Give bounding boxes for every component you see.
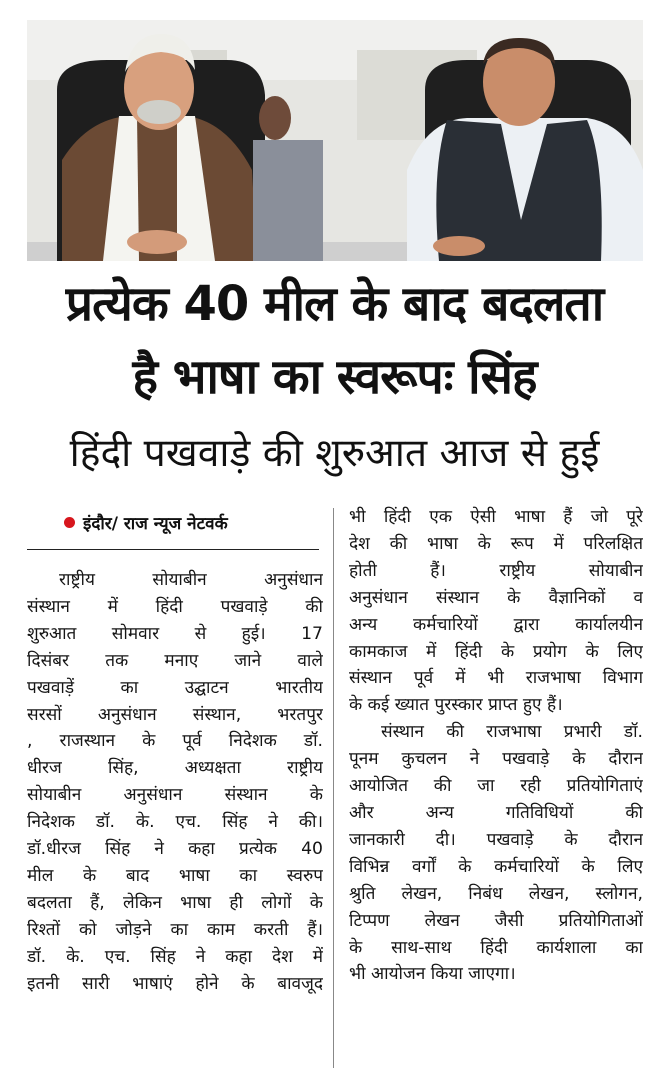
text-line: देश की भाषा के रूप में परिलक्षित xyxy=(349,533,643,554)
subheadline: हिंदी पखवाड़े की शुरुआत आज से हुई xyxy=(69,431,600,476)
text-line: पखवाड़ें का उद्घाटन भारतीय xyxy=(27,677,323,698)
text-line: रिश्तों को जोड़ने का काम करती हैं। xyxy=(27,919,323,940)
text-line: संस्थान में हिंदी पखवाड़े की xyxy=(27,596,323,617)
text-line: जानकारी दी। पखवाड़े के दौरान xyxy=(349,829,643,850)
text-line: , राजस्थान के पूर्व निदेशक डॉ. xyxy=(27,731,323,752)
text-line: होती हैं। राष्ट्रीय सोयाबीन xyxy=(349,560,643,581)
news-photo xyxy=(27,20,643,261)
text-line: और अन्य गतिविधियों की xyxy=(349,802,643,823)
news-photo-illustration xyxy=(27,20,643,261)
text-line: डॉ.धीरज सिंह ने कहा प्रत्येक 40 xyxy=(27,839,323,860)
text-line: आयोजित की जा रही प्रतियोगिताएं xyxy=(349,776,643,797)
text-line: इतनी सारी भाषाएं होने के बावजूद xyxy=(27,973,323,994)
text-line: राष्ट्रीय सोयाबीन अनुसंधान xyxy=(59,570,323,590)
text-line: के साथ-साथ हिंदी कार्यशाला का xyxy=(349,937,643,958)
text-line: के कई ख्यात पुरस्कार प्राप्त हुए हैं। xyxy=(349,695,563,716)
article-column-right xyxy=(349,504,643,988)
text-line: भी आयोजन किया जाएगा। xyxy=(349,964,516,985)
text-line: विभिन्न वर्गों के कर्मचारियों के लिए xyxy=(349,856,643,877)
text-line: शुरुआत सोमवार से हुई। 17 xyxy=(27,623,323,644)
text-line: निदेशक डॉ. के. एच. सिंह ने की। xyxy=(27,812,323,833)
text-line: श्रुति लेखन, निबंध लेखन, स्लोगन, xyxy=(349,883,643,904)
text-line: डॉ. के. एच. सिंह ने कहा देश में xyxy=(27,946,323,967)
text-line: पूनम कुचलन ने पखवाड़े के दौरान xyxy=(349,749,643,770)
text-line: कामकाज में हिंदी के प्रयोग के लिए xyxy=(349,641,643,662)
text-line: सोयाबीन अनुसंधान संस्थान के xyxy=(27,785,323,806)
dateline-rule xyxy=(27,549,319,550)
text-line: सरसों अनुसंधान संस्थान, भरतपुर xyxy=(27,704,323,725)
text-line: संस्थान पूर्व में भी राजभाषा विभाग xyxy=(349,668,643,689)
text-line: दिसंबर तक मनाए जाने वाले xyxy=(27,650,323,671)
text-line: भी हिंदी एक ऐसी भाषा हैं जो पूरे xyxy=(349,507,643,527)
column-divider xyxy=(333,508,334,1068)
headline-line-2: है भाषा का स्वरूपः सिंह xyxy=(132,349,537,405)
text-line: मील के बाद भाषा का स्वरुप xyxy=(27,865,323,886)
text-line: धीरज सिंह, अध्यक्षता राष्ट्रीय xyxy=(27,758,323,779)
text-line: टिप्पण लेखन जैसी प्रतियोगिताओं xyxy=(349,910,643,931)
headline-line-1: प्रत्येक 40 मील के बाद बदलता xyxy=(65,276,604,332)
red-dot-icon xyxy=(64,517,75,528)
headline xyxy=(0,268,669,414)
text-line: अन्य कर्मचारियों द्वारा कार्यालयीन xyxy=(349,614,643,635)
text-line: अनुसंधान संस्थान के वैज्ञानिकों व xyxy=(349,587,643,608)
article-column-left xyxy=(27,567,323,998)
dateline-text: इंदौर/ राज न्यूज नेटवर्क xyxy=(83,514,228,534)
dateline xyxy=(64,511,228,534)
text-line: संस्थान की राजभाषा प्रभारी डॉ. xyxy=(381,722,643,743)
text-line: बदलता हैं, लेकिन भाषा ही लोगों के xyxy=(27,892,323,913)
